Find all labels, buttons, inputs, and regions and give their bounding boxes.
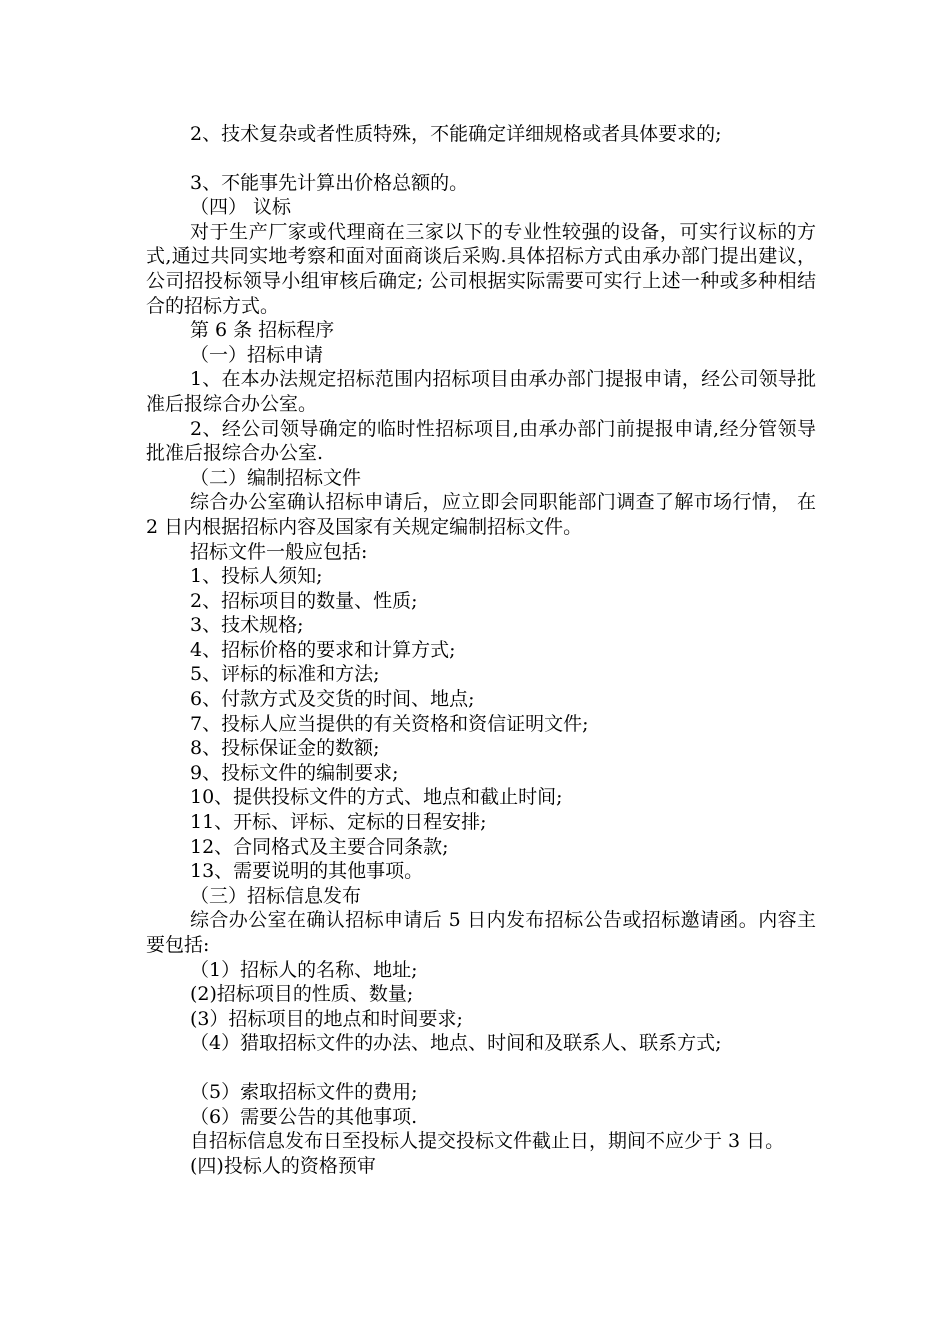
section-heading: （一）招标申请: [190, 343, 324, 366]
section-heading: (四)投标人的资格预审: [190, 1154, 376, 1177]
list-item: 7、投标人应当提供的有关资格和资信证明文件;: [190, 712, 589, 735]
article-heading: 第 6 条 招标程序: [190, 319, 335, 342]
list-item: （6）需要公告的其他事项.: [190, 1105, 418, 1128]
paragraph: 3、不能事先计算出价格总额的。: [190, 171, 469, 194]
list-item: 8、投标保证金的数额;: [190, 737, 380, 760]
paragraph: 综合办公室在确认招标申请后 5 日内发布招标公告或招标邀请函。内容主要包括:: [146, 909, 816, 956]
list-item: 1、投标人须知;: [190, 565, 323, 588]
paragraph: 1、在本办法规定招标范围内招标项目由承办部门提报申请，经公司领导批准后报综合办公室。: [146, 368, 816, 415]
list-item: （4）猎取招标文件的办法、地点、时间和及联系人、联系方式;: [190, 1032, 722, 1055]
list-item: (3）招标项目的地点和时间要求;: [190, 1007, 463, 1030]
list-item: 2、招标项目的数量、性质;: [190, 589, 418, 612]
list-item: 6、付款方式及交货的时间、地点;: [190, 688, 475, 711]
section-heading: （三）招标信息发布: [190, 884, 362, 907]
list-item: 13、需要说明的其他事项。: [190, 860, 424, 883]
list-item: （1）招标人的名称、地址;: [190, 958, 418, 981]
list-item: 12、合同格式及主要合同条款;: [190, 835, 449, 858]
section-heading: （二）编制招标文件: [190, 466, 362, 489]
paragraph: 综合办公室确认招标申请后，应立即会同职能部门调查了解市场行情， 在 2 日内根据招标内容及国家有关规定编制招标文件。: [146, 491, 823, 538]
paragraph: 招标文件一般应包括:: [190, 540, 368, 563]
document-page: [146, 122, 823, 1178]
list-item: 4、招标价格的要求和计算方式;: [190, 638, 456, 661]
paragraph: 对于生产厂家或代理商在三家以下的专业性较强的设备，可实行议标的方式,通过共同实地考察和面对面商谈后采购.具体招标方式由承办部门提出建议，公司招投标领导小组审核后确定; 公司根据实际需要可实行上述一种或多种相结合的招标方式。: [146, 220, 816, 317]
list-item: 3、技术规格;: [190, 614, 304, 637]
list-item: 5、评标的标准和方法;: [190, 663, 380, 686]
paragraph: 2、技术复杂或者性质特殊，不能确定详细规格或者具体要求的;: [190, 123, 722, 145]
list-item: 9、投标文件的编制要求;: [190, 761, 399, 784]
paragraph: 2、经公司领导确定的临时性招标项目,由承办部门前提报申请,经分管领导批准后报综合办公室.: [146, 417, 816, 465]
section-heading: （四） 议标: [190, 196, 292, 219]
list-item: 10、提供投标文件的方式、地点和截止时间;: [190, 786, 563, 809]
paragraph: 自招标信息发布日至投标人提交投标文件截止日，期间不应少于 3 日。: [190, 1130, 785, 1153]
list-item: （5）索取招标文件的费用;: [190, 1080, 418, 1103]
list-item: (2)招标项目的性质、数量;: [190, 983, 414, 1006]
list-item: 11、开标、评标、定标的日程安排;: [190, 811, 487, 834]
